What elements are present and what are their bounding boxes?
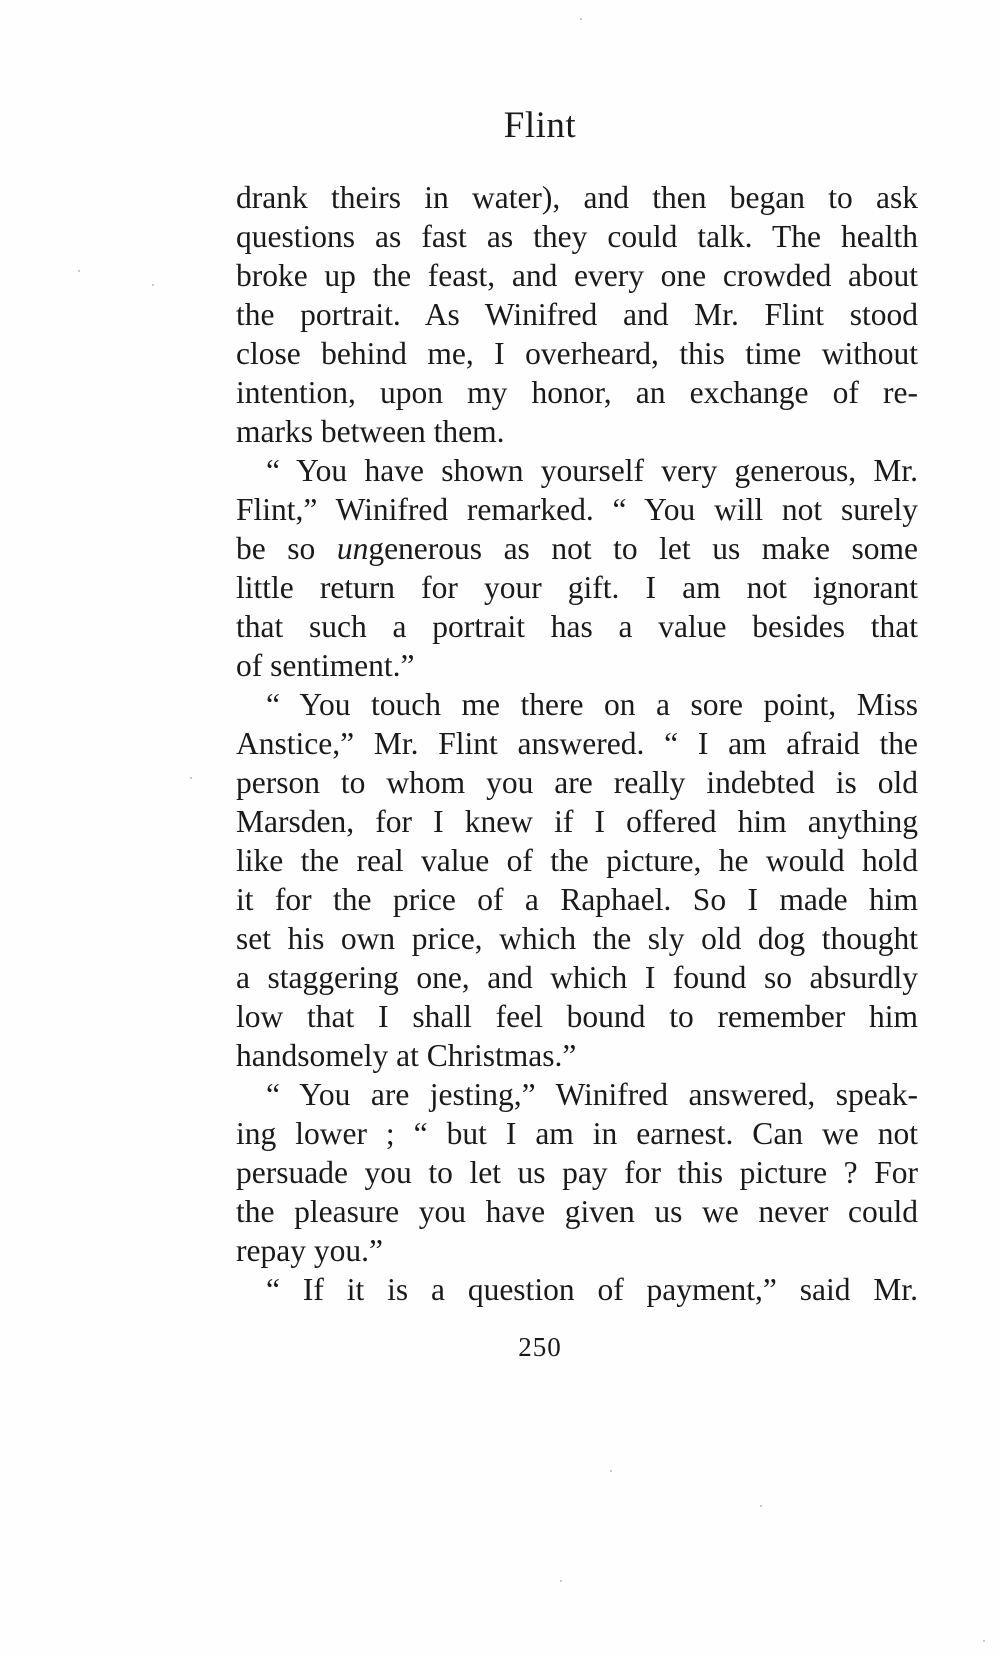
text-line-with-emphasis xyxy=(236,529,918,568)
paper-speck xyxy=(760,1505,762,1507)
text-line: Anstice,” Mr. Flint answered. “ I am afraid the xyxy=(236,726,918,761)
text-line: a staggering one, and which I found so absurdly xyxy=(236,960,918,995)
text-line: the pleasure you have given us we never could xyxy=(236,1194,918,1229)
text-line: handsomely at Christmas.” xyxy=(236,1038,577,1073)
text-line: low that I shall feel bound to remember him xyxy=(236,999,918,1034)
text-line: close behind me, I overheard, this time without xyxy=(236,336,918,371)
text-line: Flint,” Winifred remarked. “ You will not surely xyxy=(236,492,918,527)
text-line: intention, upon my honor, an exchange of re- xyxy=(236,375,918,410)
text-line: that such a portrait has a value besides that xyxy=(236,609,918,644)
text-line: “ You have shown yourself very generous, Mr. xyxy=(266,453,918,488)
emphasis-text: un xyxy=(336,531,369,566)
text-line: broke up the feast, and every one crowded about xyxy=(236,258,918,293)
page-number: 250 xyxy=(518,1332,562,1362)
text-line: “ If it is a question of payment,” said Mr. xyxy=(266,1272,918,1307)
text-line: like the real value of the picture, he would hold xyxy=(236,843,918,878)
text-line: set his own price, which the sly old dog thought xyxy=(236,921,918,956)
text-line: “ You touch me there on a sore point, Miss xyxy=(266,687,918,722)
text-line: “ You are jesting,” Winifred answered, speak- xyxy=(266,1077,918,1112)
text-line: the portrait. As Winifred and Mr. Flint stood xyxy=(236,297,918,332)
text-line: drank theirs in water), and then began to ask xyxy=(236,180,918,215)
text-line: little return for your gift. I am not ignorant xyxy=(236,570,918,605)
text-run: generous as not to let us make some xyxy=(368,531,918,566)
paper-speck xyxy=(78,270,80,272)
running-head: Flint xyxy=(503,105,577,146)
paper-speck xyxy=(152,284,154,286)
paper-speck xyxy=(983,1640,985,1642)
text-line: person to whom you are really indebted is old xyxy=(236,765,918,800)
text-line: ing lower ; “ but I am in earnest. Can we not xyxy=(236,1116,918,1151)
paper-speck xyxy=(610,1470,612,1472)
paper-speck xyxy=(190,777,192,779)
text-line: Marsden, for I knew if I offered him anything xyxy=(236,804,918,839)
text-line: marks between them. xyxy=(236,414,505,449)
paper-speck xyxy=(580,18,582,20)
text-run: be so xyxy=(236,531,337,566)
text-line: questions as fast as they could talk. The health xyxy=(236,219,918,254)
text-line: persuade you to let us pay for this picture ? For xyxy=(236,1155,918,1190)
text-line: repay you.” xyxy=(236,1233,383,1268)
paper-speck xyxy=(560,1580,562,1582)
body-text xyxy=(236,178,918,1309)
text-line: it for the price of a Raphael. So I made him xyxy=(236,882,918,917)
text-line: of sentiment.” xyxy=(236,648,415,683)
